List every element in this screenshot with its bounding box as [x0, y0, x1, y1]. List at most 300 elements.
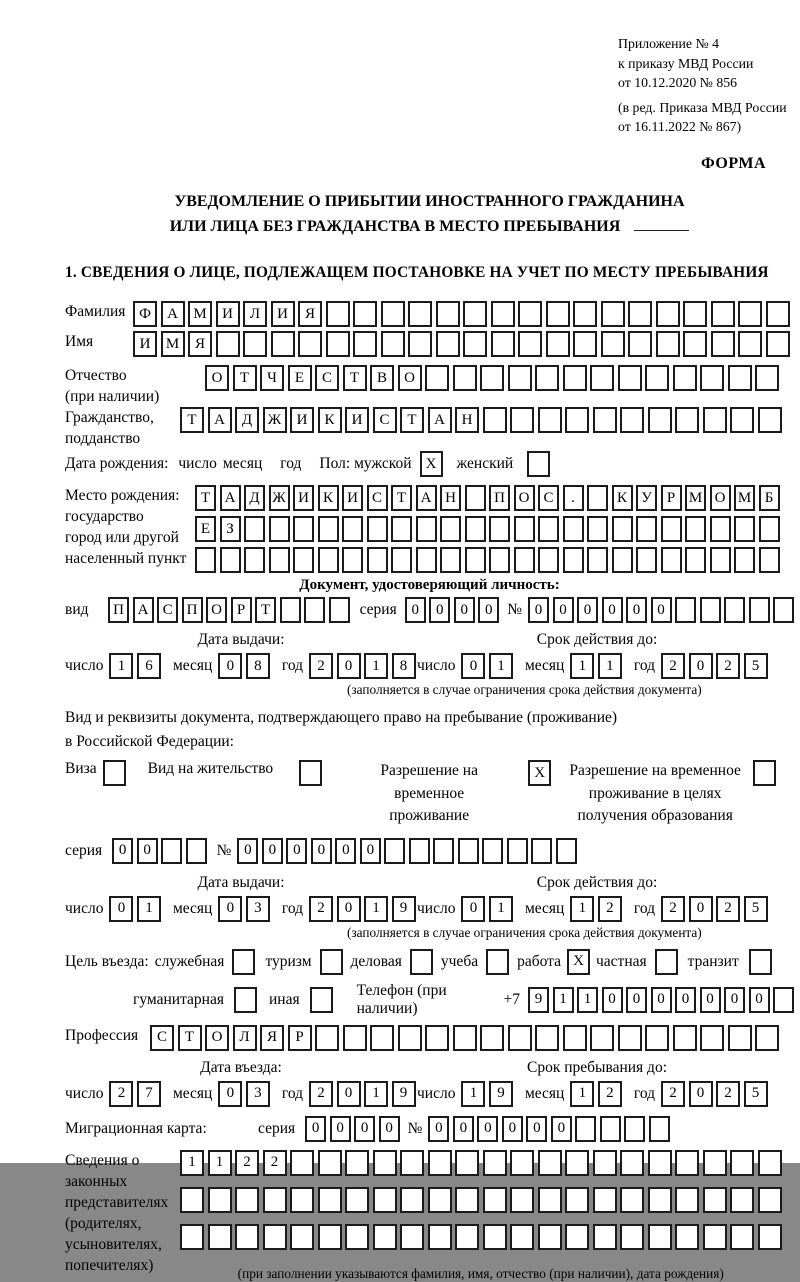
form-cell[interactable]: [343, 1025, 367, 1051]
form-cell[interactable]: 0: [700, 987, 721, 1013]
form-cell[interactable]: [514, 547, 535, 573]
form-cell[interactable]: [546, 331, 570, 357]
sex-male-checkbox[interactable]: X: [420, 451, 443, 477]
form-cell[interactable]: [628, 331, 652, 357]
form-cell[interactable]: А: [416, 485, 437, 511]
form-cell[interactable]: [593, 1224, 617, 1250]
form-cell[interactable]: .: [563, 485, 584, 511]
form-cell[interactable]: [563, 547, 584, 573]
purpose-humanitarian-checkbox[interactable]: [234, 987, 257, 1013]
form-cell[interactable]: 0: [724, 987, 745, 1013]
form-cell[interactable]: [180, 1224, 204, 1250]
form-cell[interactable]: [535, 1025, 559, 1051]
form-cell[interactable]: [703, 407, 727, 433]
form-cell[interactable]: [491, 301, 515, 327]
form-cell[interactable]: М: [188, 301, 212, 327]
form-cell[interactable]: [326, 331, 350, 357]
form-cell[interactable]: 2: [109, 1081, 133, 1107]
form-cell[interactable]: 0: [477, 1116, 498, 1142]
form-cell[interactable]: 3: [246, 1081, 270, 1107]
form-cell[interactable]: [683, 301, 707, 327]
form-cell[interactable]: 0: [337, 653, 361, 679]
form-cell[interactable]: 2: [309, 896, 333, 922]
form-cell[interactable]: Я: [260, 1025, 284, 1051]
form-cell[interactable]: [216, 331, 240, 357]
form-cell[interactable]: [271, 331, 295, 357]
form-cell[interactable]: [400, 1187, 424, 1213]
form-cell[interactable]: [510, 407, 534, 433]
form-cell[interactable]: И: [133, 331, 157, 357]
form-cell[interactable]: 1: [208, 1150, 232, 1176]
form-cell[interactable]: 0: [626, 597, 647, 623]
form-cell[interactable]: Ч: [260, 365, 284, 391]
form-cell[interactable]: [538, 516, 559, 542]
form-cell[interactable]: [590, 365, 614, 391]
form-cell[interactable]: 9: [392, 896, 416, 922]
form-cell[interactable]: [675, 597, 696, 623]
form-cell[interactable]: [755, 365, 779, 391]
purpose-official-checkbox[interactable]: [232, 949, 255, 975]
form-cell[interactable]: [318, 1150, 342, 1176]
form-cell[interactable]: 1: [364, 896, 388, 922]
form-cell[interactable]: [601, 301, 625, 327]
form-cell[interactable]: С: [315, 365, 339, 391]
form-cell[interactable]: [428, 1150, 452, 1176]
form-cell[interactable]: 0: [602, 987, 623, 1013]
form-cell[interactable]: 0: [461, 653, 485, 679]
form-cell[interactable]: [546, 301, 570, 327]
form-cell[interactable]: [455, 1187, 479, 1213]
form-cell[interactable]: 2: [309, 653, 333, 679]
form-cell[interactable]: 0: [330, 1116, 351, 1142]
form-cell[interactable]: [483, 1224, 507, 1250]
form-cell[interactable]: Т: [255, 597, 276, 623]
form-cell[interactable]: [483, 407, 507, 433]
form-cell[interactable]: [683, 331, 707, 357]
form-cell[interactable]: 0: [218, 653, 242, 679]
form-cell[interactable]: [724, 597, 745, 623]
form-cell[interactable]: [482, 838, 503, 864]
form-cell[interactable]: [483, 1150, 507, 1176]
form-cell[interactable]: [398, 1025, 422, 1051]
form-cell[interactable]: 1: [364, 1081, 388, 1107]
form-cell[interactable]: 1: [570, 896, 594, 922]
form-cell[interactable]: [263, 1187, 287, 1213]
form-cell[interactable]: 0: [526, 1116, 547, 1142]
form-cell[interactable]: [244, 516, 265, 542]
form-cell[interactable]: [458, 838, 479, 864]
form-cell[interactable]: 2: [716, 653, 740, 679]
form-cell[interactable]: 0: [453, 1116, 474, 1142]
form-cell[interactable]: О: [205, 365, 229, 391]
form-cell[interactable]: [700, 365, 724, 391]
form-cell[interactable]: О: [514, 485, 535, 511]
form-cell[interactable]: [573, 331, 597, 357]
form-cell[interactable]: [618, 1025, 642, 1051]
form-cell[interactable]: 0: [360, 838, 381, 864]
form-cell[interactable]: [400, 1150, 424, 1176]
form-cell[interactable]: [269, 516, 290, 542]
form-cell[interactable]: 1: [109, 653, 133, 679]
form-cell[interactable]: [428, 1224, 452, 1250]
form-cell[interactable]: 0: [237, 838, 258, 864]
form-cell[interactable]: Л: [243, 301, 267, 327]
form-cell[interactable]: [353, 331, 377, 357]
purpose-private-checkbox[interactable]: [655, 949, 678, 975]
form-cell[interactable]: С: [538, 485, 559, 511]
form-cell[interactable]: 1: [570, 653, 594, 679]
form-cell[interactable]: 1: [489, 896, 513, 922]
form-cell[interactable]: [440, 547, 461, 573]
form-cell[interactable]: [342, 516, 363, 542]
form-cell[interactable]: [315, 1025, 339, 1051]
form-cell[interactable]: [489, 516, 510, 542]
purpose-work-checkbox[interactable]: X: [567, 949, 590, 975]
form-cell[interactable]: 2: [661, 1081, 685, 1107]
form-cell[interactable]: [563, 1025, 587, 1051]
purpose-other-checkbox[interactable]: [310, 987, 333, 1013]
form-cell[interactable]: [759, 547, 780, 573]
form-cell[interactable]: [661, 516, 682, 542]
form-cell[interactable]: М: [734, 485, 755, 511]
form-cell[interactable]: [675, 407, 699, 433]
form-cell[interactable]: И: [345, 407, 369, 433]
form-cell[interactable]: [661, 547, 682, 573]
form-cell[interactable]: 6: [137, 653, 161, 679]
form-cell[interactable]: [208, 1187, 232, 1213]
form-cell[interactable]: [593, 1150, 617, 1176]
form-cell[interactable]: Ж: [263, 407, 287, 433]
form-cell[interactable]: 0: [337, 1081, 361, 1107]
form-cell[interactable]: [711, 331, 735, 357]
form-cell[interactable]: [620, 407, 644, 433]
form-cell[interactable]: [636, 547, 657, 573]
form-cell[interactable]: [538, 1150, 562, 1176]
form-cell[interactable]: Р: [661, 485, 682, 511]
form-cell[interactable]: [734, 516, 755, 542]
form-cell[interactable]: [293, 516, 314, 542]
form-cell[interactable]: [758, 1150, 782, 1176]
form-cell[interactable]: [711, 301, 735, 327]
form-cell[interactable]: 0: [551, 1116, 572, 1142]
purpose-tourism-checkbox[interactable]: [320, 949, 343, 975]
form-cell[interactable]: [345, 1224, 369, 1250]
form-cell[interactable]: [710, 547, 731, 573]
form-cell[interactable]: [766, 301, 790, 327]
form-cell[interactable]: 2: [661, 896, 685, 922]
form-cell[interactable]: [400, 1224, 424, 1250]
form-cell[interactable]: [508, 365, 532, 391]
form-cell[interactable]: [531, 838, 552, 864]
form-cell[interactable]: [161, 838, 182, 864]
form-cell[interactable]: [673, 365, 697, 391]
form-cell[interactable]: [373, 1150, 397, 1176]
form-cell[interactable]: [381, 331, 405, 357]
form-cell[interactable]: [480, 365, 504, 391]
form-cell[interactable]: 0: [689, 653, 713, 679]
form-cell[interactable]: 0: [461, 896, 485, 922]
form-cell[interactable]: [700, 1025, 724, 1051]
form-cell[interactable]: [628, 301, 652, 327]
form-cell[interactable]: О: [205, 1025, 229, 1051]
form-cell[interactable]: 1: [364, 653, 388, 679]
form-cell[interactable]: 9: [489, 1081, 513, 1107]
form-cell[interactable]: 0: [335, 838, 356, 864]
form-cell[interactable]: 1: [553, 987, 574, 1013]
form-cell[interactable]: [373, 1187, 397, 1213]
sex-female-checkbox[interactable]: [527, 451, 550, 477]
form-cell[interactable]: [465, 516, 486, 542]
form-cell[interactable]: [685, 516, 706, 542]
form-cell[interactable]: [538, 1224, 562, 1250]
form-cell[interactable]: [180, 1187, 204, 1213]
form-cell[interactable]: [703, 1150, 727, 1176]
form-cell[interactable]: [538, 1187, 562, 1213]
form-cell[interactable]: Т: [233, 365, 257, 391]
form-cell[interactable]: Т: [391, 485, 412, 511]
form-cell[interactable]: [453, 1025, 477, 1051]
form-cell[interactable]: [728, 1025, 752, 1051]
form-cell[interactable]: [436, 301, 460, 327]
form-cell[interactable]: [510, 1224, 534, 1250]
form-cell[interactable]: 0: [675, 987, 696, 1013]
form-cell[interactable]: 5: [744, 653, 768, 679]
form-cell[interactable]: [381, 301, 405, 327]
form-cell[interactable]: Д: [244, 485, 265, 511]
form-cell[interactable]: 0: [137, 838, 158, 864]
form-cell[interactable]: [773, 597, 794, 623]
form-cell[interactable]: О: [398, 365, 422, 391]
form-cell[interactable]: И: [271, 301, 295, 327]
form-cell[interactable]: [244, 547, 265, 573]
form-cell[interactable]: С: [157, 597, 178, 623]
form-cell[interactable]: [293, 547, 314, 573]
form-cell[interactable]: [263, 1224, 287, 1250]
form-cell[interactable]: [620, 1150, 644, 1176]
form-cell[interactable]: [759, 516, 780, 542]
form-cell[interactable]: [408, 331, 432, 357]
form-cell[interactable]: [648, 407, 672, 433]
form-cell[interactable]: [428, 1187, 452, 1213]
form-cell[interactable]: М: [161, 331, 185, 357]
form-cell[interactable]: [563, 365, 587, 391]
form-cell[interactable]: Ж: [269, 485, 290, 511]
form-cell[interactable]: [425, 1025, 449, 1051]
form-cell[interactable]: [409, 838, 430, 864]
form-cell[interactable]: [453, 365, 477, 391]
form-cell[interactable]: 0: [286, 838, 307, 864]
form-cell[interactable]: [649, 1116, 670, 1142]
form-cell[interactable]: И: [216, 301, 240, 327]
form-cell[interactable]: 1: [180, 1150, 204, 1176]
form-cell[interactable]: [673, 1025, 697, 1051]
form-cell[interactable]: [304, 597, 325, 623]
form-cell[interactable]: [656, 331, 680, 357]
form-cell[interactable]: [465, 485, 486, 511]
form-cell[interactable]: 0: [528, 597, 549, 623]
form-cell[interactable]: [318, 1224, 342, 1250]
form-cell[interactable]: [685, 547, 706, 573]
form-cell[interactable]: [538, 407, 562, 433]
form-cell[interactable]: 0: [305, 1116, 326, 1142]
form-cell[interactable]: [510, 1150, 534, 1176]
form-cell[interactable]: 5: [744, 1081, 768, 1107]
form-cell[interactable]: [636, 516, 657, 542]
form-cell[interactable]: [436, 331, 460, 357]
form-cell[interactable]: К: [318, 407, 342, 433]
form-cell[interactable]: [326, 301, 350, 327]
form-cell[interactable]: [440, 516, 461, 542]
form-cell[interactable]: [565, 1187, 589, 1213]
form-cell[interactable]: [593, 1187, 617, 1213]
form-cell[interactable]: Н: [455, 407, 479, 433]
form-cell[interactable]: Д: [235, 407, 259, 433]
form-cell[interactable]: [749, 597, 770, 623]
form-cell[interactable]: М: [685, 485, 706, 511]
form-cell[interactable]: [463, 331, 487, 357]
form-cell[interactable]: [648, 1150, 672, 1176]
form-cell[interactable]: [620, 1187, 644, 1213]
form-cell[interactable]: С: [150, 1025, 174, 1051]
form-cell[interactable]: [773, 987, 794, 1013]
form-cell[interactable]: 0: [502, 1116, 523, 1142]
form-cell[interactable]: 0: [337, 896, 361, 922]
form-cell[interactable]: [624, 1116, 645, 1142]
form-cell[interactable]: А: [208, 407, 232, 433]
form-cell[interactable]: [563, 516, 584, 542]
form-cell[interactable]: [510, 1187, 534, 1213]
form-cell[interactable]: [703, 1187, 727, 1213]
form-cell[interactable]: 0: [689, 896, 713, 922]
form-cell[interactable]: [710, 516, 731, 542]
form-cell[interactable]: [587, 485, 608, 511]
form-cell[interactable]: 2: [598, 1081, 622, 1107]
form-cell[interactable]: [587, 547, 608, 573]
form-cell[interactable]: [491, 331, 515, 357]
form-cell[interactable]: [290, 1224, 314, 1250]
form-cell[interactable]: [587, 516, 608, 542]
form-cell[interactable]: [656, 301, 680, 327]
form-cell[interactable]: [433, 838, 454, 864]
form-cell[interactable]: [755, 1025, 779, 1051]
form-cell[interactable]: [416, 547, 437, 573]
form-cell[interactable]: 2: [598, 896, 622, 922]
form-cell[interactable]: [728, 365, 752, 391]
form-cell[interactable]: [565, 1150, 589, 1176]
form-cell[interactable]: С: [367, 485, 388, 511]
form-cell[interactable]: Р: [288, 1025, 312, 1051]
form-cell[interactable]: [195, 547, 216, 573]
form-cell[interactable]: П: [108, 597, 129, 623]
form-cell[interactable]: Р: [231, 597, 252, 623]
form-cell[interactable]: 2: [716, 1081, 740, 1107]
form-cell[interactable]: О: [710, 485, 731, 511]
form-cell[interactable]: [391, 516, 412, 542]
form-cell[interactable]: П: [489, 485, 510, 511]
form-cell[interactable]: О: [206, 597, 227, 623]
form-cell[interactable]: 0: [553, 597, 574, 623]
form-cell[interactable]: 9: [392, 1081, 416, 1107]
form-cell[interactable]: 2: [235, 1150, 259, 1176]
form-cell[interactable]: 1: [598, 653, 622, 679]
form-cell[interactable]: [758, 1187, 782, 1213]
temp-permit-checkbox[interactable]: X: [528, 760, 551, 786]
purpose-transit-checkbox[interactable]: [749, 949, 772, 975]
form-cell[interactable]: К: [612, 485, 633, 511]
form-cell[interactable]: [480, 1025, 504, 1051]
form-cell[interactable]: [645, 1025, 669, 1051]
form-cell[interactable]: С: [373, 407, 397, 433]
form-cell[interactable]: Т: [400, 407, 424, 433]
form-cell[interactable]: [373, 1224, 397, 1250]
form-cell[interactable]: В: [370, 365, 394, 391]
form-cell[interactable]: [269, 547, 290, 573]
form-cell[interactable]: 0: [478, 597, 499, 623]
form-cell[interactable]: Т: [343, 365, 367, 391]
visa-checkbox[interactable]: [103, 760, 126, 786]
form-cell[interactable]: 0: [651, 597, 672, 623]
form-cell[interactable]: [489, 547, 510, 573]
form-cell[interactable]: 0: [577, 597, 598, 623]
form-cell[interactable]: Я: [188, 331, 212, 357]
form-cell[interactable]: [738, 331, 762, 357]
form-cell[interactable]: [590, 1025, 614, 1051]
form-cell[interactable]: [601, 331, 625, 357]
form-cell[interactable]: [675, 1187, 699, 1213]
form-cell[interactable]: Я: [298, 301, 322, 327]
form-cell[interactable]: У: [636, 485, 657, 511]
form-cell[interactable]: К: [318, 485, 339, 511]
form-cell[interactable]: [730, 1224, 754, 1250]
form-cell[interactable]: [730, 407, 754, 433]
purpose-study-checkbox[interactable]: [486, 949, 509, 975]
form-cell[interactable]: 0: [379, 1116, 400, 1142]
form-cell[interactable]: А: [161, 301, 185, 327]
form-cell[interactable]: [675, 1224, 699, 1250]
form-cell[interactable]: 1: [577, 987, 598, 1013]
form-cell[interactable]: [416, 516, 437, 542]
form-cell[interactable]: [220, 547, 241, 573]
form-cell[interactable]: [700, 597, 721, 623]
form-cell[interactable]: 1: [570, 1081, 594, 1107]
form-cell[interactable]: 9: [528, 987, 549, 1013]
form-cell[interactable]: [620, 1224, 644, 1250]
form-cell[interactable]: [573, 301, 597, 327]
form-cell[interactable]: [384, 838, 405, 864]
form-cell[interactable]: [353, 301, 377, 327]
form-cell[interactable]: 0: [109, 896, 133, 922]
form-cell[interactable]: [318, 1187, 342, 1213]
form-cell[interactable]: 8: [392, 653, 416, 679]
form-cell[interactable]: 0: [689, 1081, 713, 1107]
form-cell[interactable]: [730, 1150, 754, 1176]
form-cell[interactable]: [463, 301, 487, 327]
form-cell[interactable]: З: [220, 516, 241, 542]
form-cell[interactable]: [518, 301, 542, 327]
form-cell[interactable]: [565, 407, 589, 433]
form-cell[interactable]: [556, 838, 577, 864]
residence-permit-checkbox[interactable]: [299, 760, 322, 786]
form-cell[interactable]: [280, 597, 301, 623]
form-cell[interactable]: [535, 365, 559, 391]
form-cell[interactable]: [290, 1187, 314, 1213]
form-cell[interactable]: [370, 1025, 394, 1051]
form-cell[interactable]: И: [293, 485, 314, 511]
form-cell[interactable]: 2: [716, 896, 740, 922]
form-cell[interactable]: Л: [233, 1025, 257, 1051]
form-cell[interactable]: 1: [137, 896, 161, 922]
form-cell[interactable]: [514, 516, 535, 542]
